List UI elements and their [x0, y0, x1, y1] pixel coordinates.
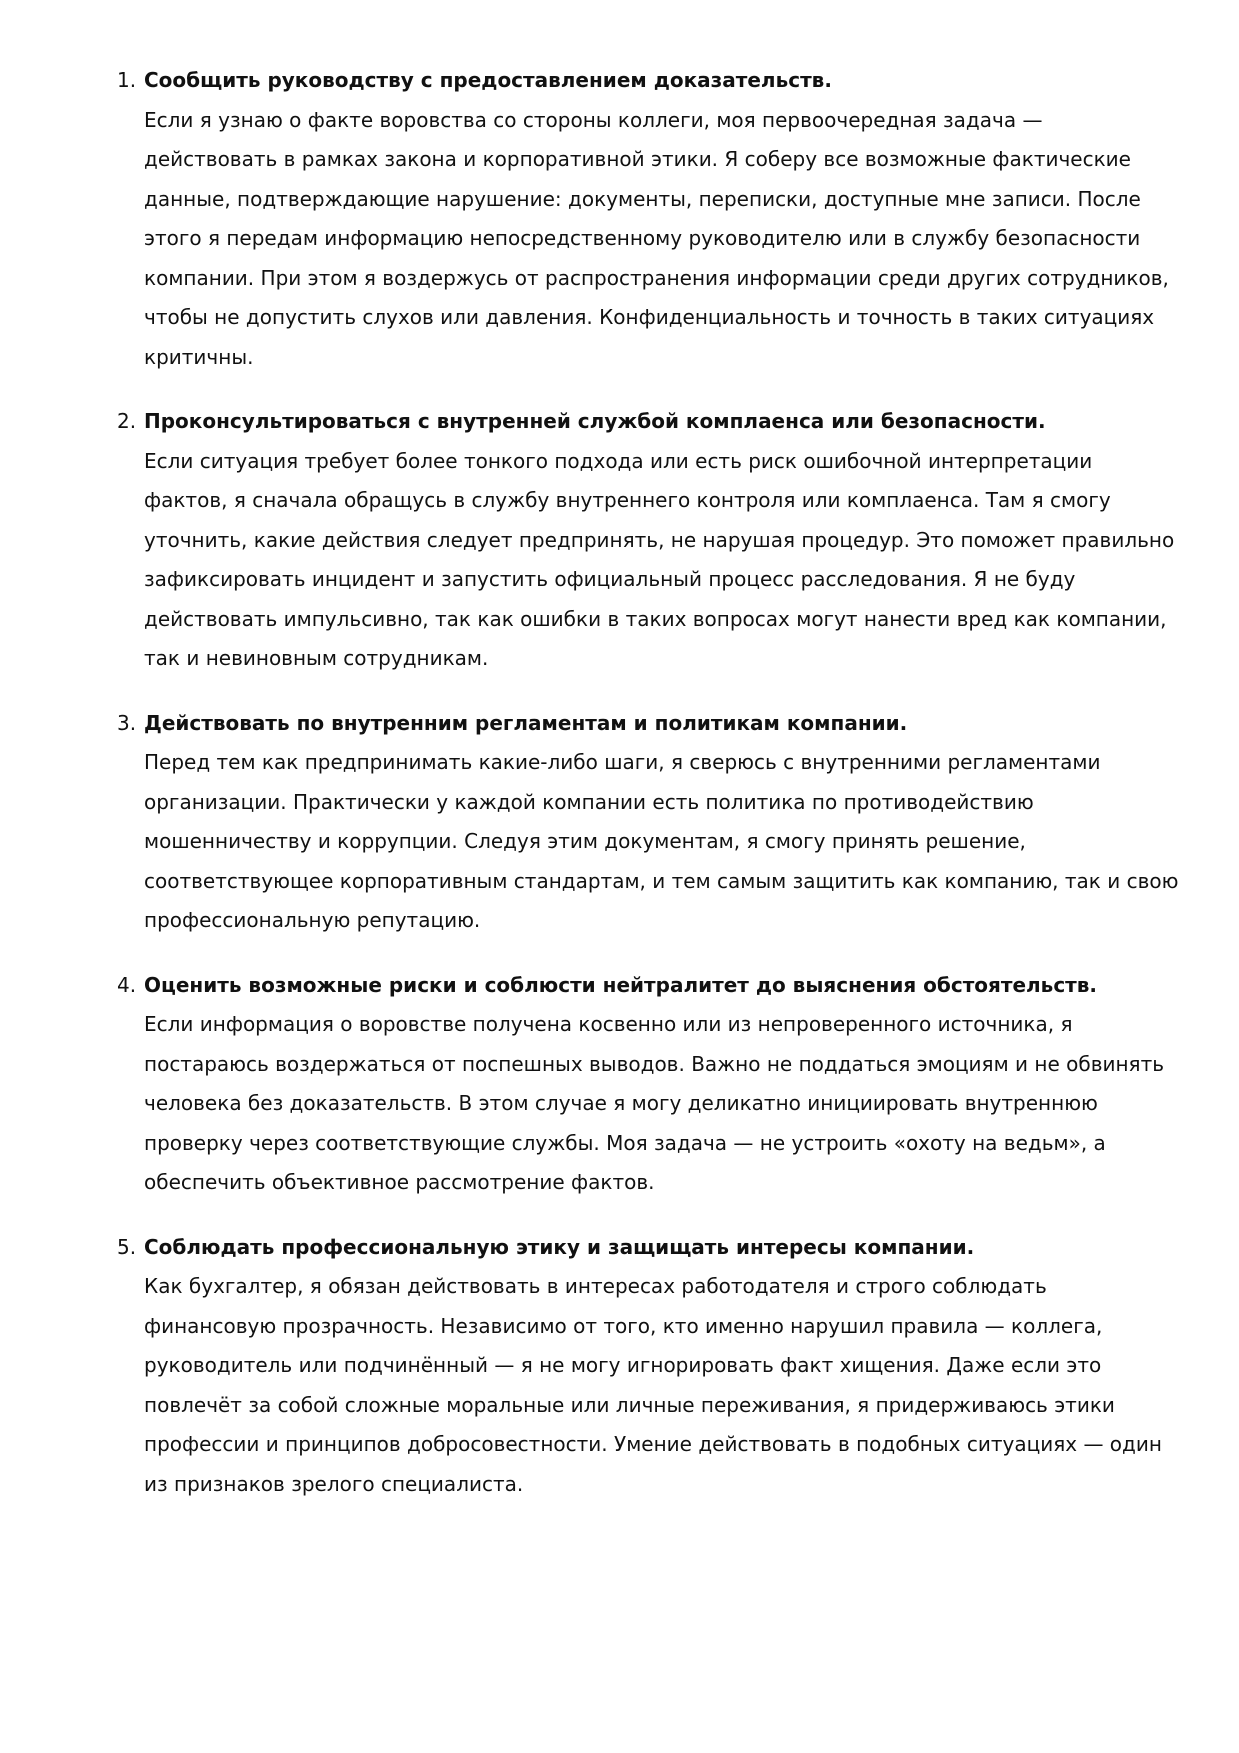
item-body: Как бухгалтер, я обязан действовать в интересах работодателя и строго соблюдать финансовую прозрачность. Независимо от того, кто именно нарушил правила — коллега, руководитель или подчинённый — я не могу игнорировать факт хищения. Даже если это повлечёт за собой сложные моральные или личные переживания, я придерживаюсь этики профессии и принципов добросовестности. Умение действовать в подобных ситуациях — один из признаков зрелого специалиста. [144, 1274, 1162, 1496]
item-number: 3. [117, 710, 137, 735]
item-body: Если я узнаю о факте воровства со стороны коллеги, моя первоочередная задача — действовать в рамках закона и корпоративной этики. Я соберу все возможные фактические данные, подтверждающие нарушение: документы, переписки, доступные мне записи. После этого я передам информацию непосредственному руководителю или в службу безопасности компании. При этом я воздержусь от распространения информации среди других сотрудников, чтобы не допустить слухов или давления. Конфиденциальность и точность в таких ситуациях критичны. [144, 107, 1169, 369]
list-item [117, 1228, 1179, 1505]
item-number: 1. [117, 68, 137, 92]
numbered-list [117, 61, 1179, 1504]
item-body: Если ситуация требует более тонкого подхода или есть риск ошибочной интерпретации фактов, я сначала обращусь в службу внутреннего контроля или комплаенса. Там я смогу уточнить, какие действия следует предпринять, не нарушая процедур. Это поможет правильно зафиксировать инцидент и запустить официальный процесс расследования. Я не буду действовать импульсивно, так как ошибки в таких вопросах могут нанести вред как компании, так и невиновным сотрудникам. [144, 448, 1175, 670]
item-body: Если информация о воровстве получена косвенно или из непроверенного источника, я постараюсь воздержаться от поспешных выводов. Важно не поддаться эмоциям и не обвинять человека без доказательств. В этом случае я могу деликатно инициировать внутреннюю проверку через соответствующие службы. Моя задача — не устроить «охоту на ведьм», а обеспечить объективное рассмотрение фактов. [144, 1012, 1165, 1194]
item-number: 5. [117, 1234, 137, 1259]
list-item [117, 402, 1179, 679]
item-heading: Соблюдать профессиональную этику и защищать интересы компании. [144, 1234, 975, 1259]
item-heading: Проконсультироваться с внутренней службой комплаенса или безопасности. [144, 409, 1046, 433]
list-item [117, 61, 1179, 377]
list-item [117, 966, 1179, 1203]
item-number: 4. [117, 972, 137, 997]
list-item [117, 704, 1179, 941]
item-number: 2. [117, 409, 137, 433]
item-heading: Сообщить руководству с предоставлением доказательств. [144, 68, 832, 92]
item-body: Перед тем как предпринимать какие-либо шаги, я сверюсь с внутренними регламентами организации. Практически у каждой компании есть политика по противодействию мошенничеству и коррупции. Следуя этим документам, я смогу принять решение, соответствующее корпоративным стандартам, и тем самым защитить как компанию, так и свою профессиональную репутацию. [144, 750, 1179, 932]
item-heading: Действовать по внутренним регламентам и политикам компании. [144, 710, 908, 735]
item-heading: Оценить возможные риски и соблюсти нейтралитет до выяснения обстоятельств. [144, 972, 1098, 997]
